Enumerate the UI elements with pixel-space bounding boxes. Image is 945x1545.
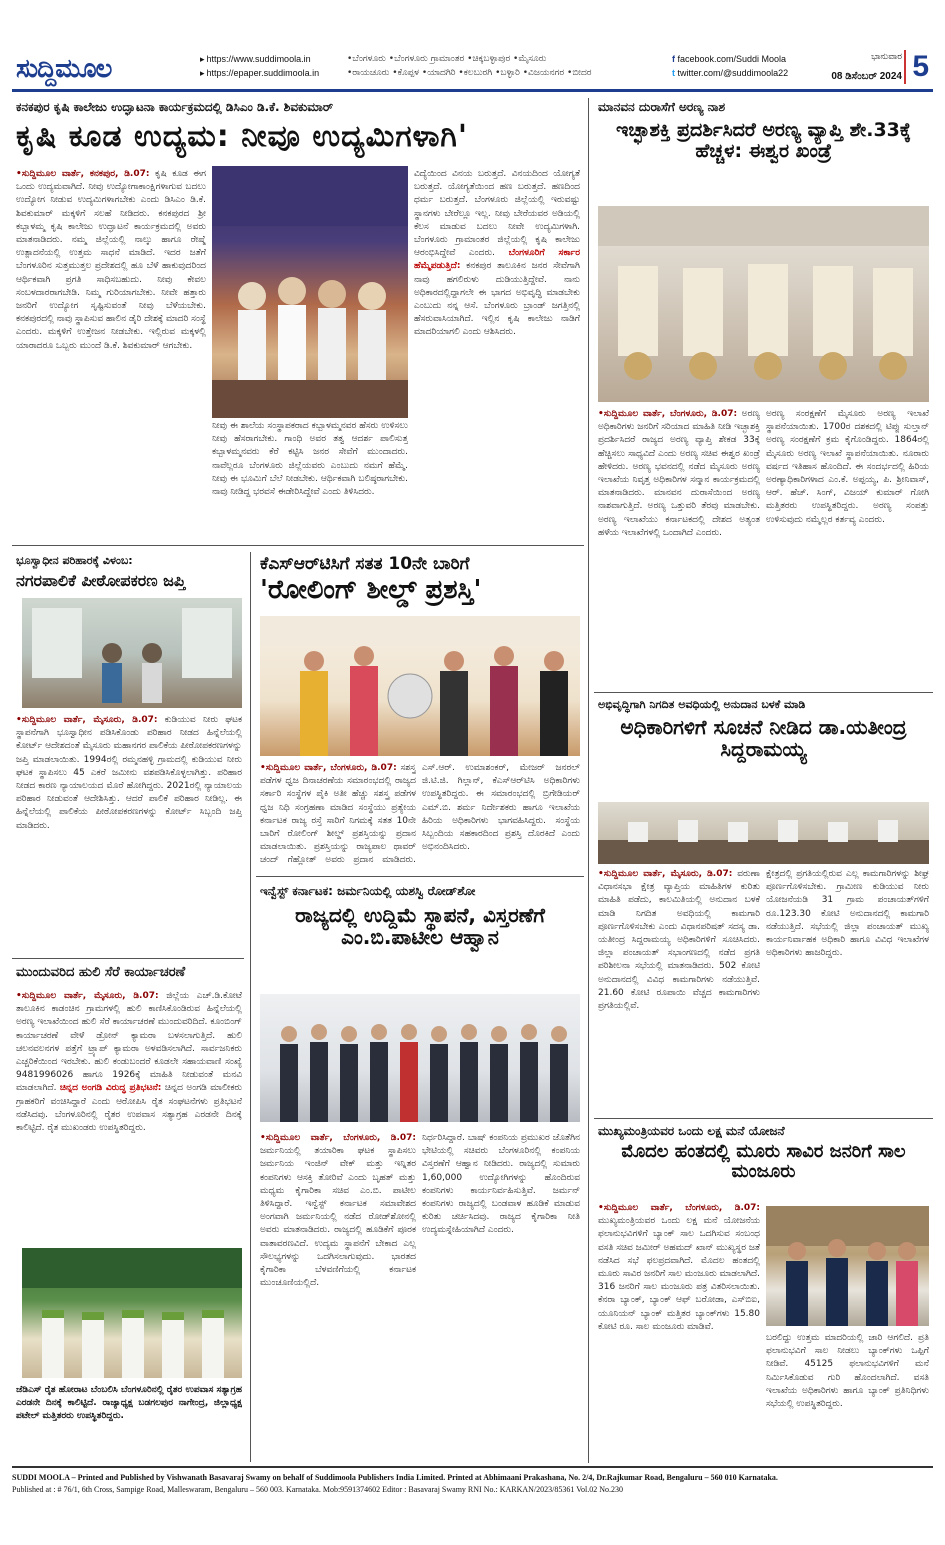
story-headline: ಮುಂದುವರಿದ ಹುಲಿ ಸೆರೆ ಕಾರ್ಯಾಚರಣೆ <box>16 965 186 980</box>
imprint-footer <box>12 1466 933 1496</box>
story-headline: 'ರೋಲಿಂಗ್ ಶೀಲ್ಡ್ ಪ್ರಶಸ್ತಿ' <box>260 575 482 605</box>
imprint-line-1: SUDDI MOOLA – Printed and Published by Vishwanath Basavaraj Swamy on behalf of Suddimoola Publishers India Limited. Printed at Abhimaani Prakashana, No. 2/4, Dr.Rajkumar Road, Bengaluru – 560 010 Karnataka. <box>12 1473 778 1482</box>
story-kicker: ಅಭಿವೃದ್ಧಿಗಾಗಿ ನಿಗದಿತ ಅವಧಿಯಲ್ಲಿ ಅನುದಾನ ಬಳಕೆ ಮಾಡಿ <box>598 698 806 711</box>
facebook-link[interactable]: facebook.com/Suddi Moola <box>677 54 787 64</box>
story-photo-roadshow <box>260 994 580 1122</box>
editions-line-1: •ಬೆಂಗಳೂರು •ಬೆಂಗಳೂರು ಗ್ರಾಮಾಂತರ •ಚಿಕ್ಕಬಳ್ಳಾಪುರ •ಮೈಸೂರು <box>347 54 547 64</box>
story-photo-office <box>22 598 242 708</box>
page-number: 5 <box>904 50 929 84</box>
social-links <box>672 52 788 80</box>
story-headline: ಅಧಿಕಾರಿಗಳಿಗೆ ಸೂಚನೆ ನೀಡಿದ ಡಾ.ಯತೀಂದ್ರ ಸಿದ್ದರಾಮಯ್ಯ <box>620 715 907 762</box>
story-dateline: •ಸುದ್ದಿಮೂಲ ವಾರ್ತೆ, ಕನಕಪುರ, ಡಿ.07: <box>16 169 150 179</box>
story-photo-loan-handover <box>766 1206 929 1326</box>
facebook-icon: f <box>672 54 678 64</box>
story-body-col1 <box>598 408 760 676</box>
story-invest-karnataka <box>256 882 584 1462</box>
story-body-col2: ಬರಲಿದ್ದು ಉತ್ತಮ ಮಾದರಿಯಲ್ಲಿ ಜಾರಿ ಆಗಲಿದೆ. ಪ್ರತಿ ಫಲಾನುಭವಿಗೆ ಸಾಲ ನೀಡಲು ಬ್ಯಾಂಕ್‌ಗಳು ಒಪ್ಪಿಗೆ ನೀಡಿವೆ. 45125 ಫಲಾನುಭವಿಗಳಿಗೆ ಮನೆ ನಿರ್ಮಿಸಿಕೊಡುವ ಗುರಿ ಹೊಂದಲಾಗಿದೆ. ವಸತಿ ಇಲಾಖೆಯ ಅಧಿಕಾರಿಗಳು ಹಾಗೂ ಬ್ಯಾಂಕ್ ಪ್ರತಿನಿಧಿಗಳು ಸಭೆಯಲ್ಲಿ ಉಪಸ್ಥಿತರಿದ್ದರು. <box>766 1333 929 1410</box>
newspaper-logo: ಸುದ್ದಿಮೂಲ <box>16 54 112 84</box>
story-text: ವರುಣಾ ವಿಧಾನಸಭಾ ಕ್ಷೇತ್ರ ವ್ಯಾಪ್ತಿಯ ಮಾಹಿತಿಗಳ ಕುರಿತು ಮಾಹಿತಿ ಪಡೆದು, ಕಾಲಮಿತಿಯಲ್ಲಿ ಅನುದಾನ ಬಳಕೆ ಮಾಡಿ ನಿಗದಿತ ಅವಧಿಯಲ್ಲಿ ಕಾಮಗಾರಿ ಪೂರ್ಣಗೊಳಿಸಬೇಕು ಎಂದು ವಿಧಾನಪರಿಷತ್ ಸದಸ್ಯ ಡಾ. ಯತೀಂದ್ರ ಸಿದ್ದರಾಮಯ್ಯ ಅಧಿಕಾರಿಗಳಿಗೆ ಸೂಚಿಸಿದರು. ಜಿಲ್ಲಾ ಪಂಚಾಯತ್ ಸಭಾಂಗಣದಲ್ಲಿ ನಡೆದ ಪ್ರಗತಿ ಪರಿಶೀಲನಾ ಸಭೆಯಲ್ಲಿ ಮಾತನಾಡಿದರು. 502 ಕೋಟಿ ಅನುದಾನದಲ್ಲಿ ವಿವಿಧ ಕಾಮಗಾರಿಗಳು ನಡೆಯುತ್ತಿವೆ. 21.60 ಕೋಟಿ ರೂಪಾಯಿ ವೆಚ್ಚದ ಕಾಮಗಾರಿಗಳು ಪ್ರಗತಿಯಲ್ಲಿವೆ. <box>598 869 760 1012</box>
story-headline: ಮೊದಲ ಹಂತದಲ್ಲಿ ಮೂರು ಸಾವಿರ ಜನರಿಗೆ ಸಾಲ ಮಂಜೂರು <box>621 1141 906 1183</box>
story-kicker: ಇನ್ವೆಸ್ಟ್ ಕರ್ನಾಟಕ: ಜರ್ಮನಿಯಲ್ಲಿ ಯಶಸ್ವಿ ರೋಡ್‌ಶೋ <box>260 884 476 898</box>
issue-date-text: 08 ಡಿಸೆಂಬರ್ 2024 <box>831 71 902 82</box>
photo-illustration <box>212 166 408 418</box>
story-body-col2: ನೀವು ಈ ಶಾಲೆಯ ಸಂಸ್ಥಾಪಕರಾದ ಕಬ್ಬಾಳಮ್ಮನವರ ಹೆಸರು ಉಳಿಸಲು ನೀವು ಹೆಸರಾಗಬೇಕು. ಗಾಂಧಿ ಅವರ ತತ್ವ ಆದರ್ಶ ಪಾಲಿಸುತ್ತ ಕಬ್ಬಾಳಮ್ಮನವರು ಕೆರೆ ಕಟ್ಟಿಸಿ ಜನರ ಸೇವೆಗೆ ಮುಂದಾದರು. ನಾವೆಲ್ಲರೂ ಬೆಂಗಳೂರು ಜಿಲ್ಲೆಯವರು ಎಂಬುದು ನಮಗೆ ಹೆಮ್ಮೆ. ನೀವು ಈ ಭೂಮಿಗೆ ಬೆಲೆ ನೀಡಬೇಕು. ಆರ್ಥಿಕವಾಗಿ ಬಲಿಷ್ಠರಾಗಬೇಕು. ನಾವು ನೀಡಿದ್ದ ಭರವಸೆ ಈಡೇರಿಸಿದ್ದೇವೆ ಎಂದು ತಿಳಿಸಿದರು. <box>212 421 408 498</box>
story-kicker: ಕನಕಪುರ ಕೃಷಿ ಕಾಲೇಜು ಉದ್ಘಾಟನಾ ಕಾರ್ಯಕ್ರಮದಲ್ಲಿ ಡಿಸಿಎಂ ಡಿ.ಕೆ. ಶಿವಕುಮಾರ್ <box>16 100 334 114</box>
column-rule <box>588 98 589 1463</box>
story-huli-sere <box>12 964 244 1462</box>
story-yathindra <box>594 696 933 1116</box>
editions-line-2: •ರಾಯಚೂರು •ಕೊಪ್ಪಳ •ಯಾದಗಿರಿ •ಕಲಬುರಗಿ •ಬಳ್ಳಾರಿ •ವಿಜಯನಗರ •ಬೀದರ <box>347 68 592 78</box>
story-body-col1 <box>260 1132 416 1462</box>
section-rule <box>594 692 933 693</box>
story-text: ಮುಖ್ಯಮಂತ್ರಿಯವರ ಒಂದು ಲಕ್ಷ ಮನೆ ಯೋಜನೆಯ ಫಲಾನುಭವಿಗಳಿಗೆ ಬ್ಯಾಂಕ್ ಸಾಲ ಒದಗಿಸುವ ಸಂಬಂಧ ವಸತಿ ಸಚಿವ ಜಮೀರ್ ಅಹಮದ್ ಖಾನ್ ಮುಖ್ಯಸ್ಥರ ಜತೆ ನಡೆಸಿದ ಸಭೆ ಫಲಪ್ರದವಾಗಿದೆ. ಮೊದಲ ಹಂತದಲ್ಲಿ ಮೂರು ಸಾವಿರ ಜನರಿಗೆ ಸಾಲ ಮಂಜೂರು ಮಾಡಲಾಗಿದೆ. 316 ಜನರಿಗೆ ಸಾಲ ಮಂಜೂರು ಪತ್ರ ವಿತರಿಸಲಾಯಿತು. ಕೆನರಾ ಬ್ಯಾಂಕ್, ಬ್ಯಾಂಕ್ ಆಫ್ ಬರೋಡಾ, ಎಸ್‌ಬಿಐ, ಯೂನಿಯನ್ ಬ್ಯಾಂಕ್ ಮತ್ತಿತರ ಬ್ಯಾಂಕ್‌ಗಳು 15.80 ಕೋಟಿ ರೂ. ಸಾಲ ಮಂಜೂರು ಮಾಡಿವೆ. <box>598 1216 760 1332</box>
editions-list <box>347 52 592 80</box>
epaper-link[interactable]: https://epaper.suddimoola.in <box>206 68 320 78</box>
story-dateline: •ಸುದ್ದಿಮೂಲ ವಾರ್ತೆ, ಮೈಸೂರು, ಡಿ.07: <box>598 869 733 879</box>
story-body-col3 <box>414 168 580 540</box>
section-rule <box>12 545 584 546</box>
story-text-3: ವಿದ್ಯೆಯಿಂದ ವಿನಯ ಬರುತ್ತದೆ. ವಿನಯದಿಂದ ಯೋಗ್ಯತೆ ಬರುತ್ತದೆ. ಯೋಗ್ಯತೆಯಿಂದ ಹಣ ಬರುತ್ತದೆ. ಹಣದಿಂದ ಧರ್ಮ ಬರುತ್ತದೆ. ಬೆಂಗಳೂರು ಜಿಲ್ಲೆಯಲ್ಲಿ ಇರುವಷ್ಟು ಸ್ಥಾನಗಳು ಬೇರೆಲ್ಲೂ ಇಲ್ಲ. ನೀವು ಬೇರೆಯವರ ಅಡಿಯಲ್ಲಿ ಕೆಲಸ ಮಾಡುವ ಬದಲು ನೀವೇ ಉದ್ಯಮಿಗಳಾಗಿ. ಬೆಂಗಳೂರು ಗ್ರಾಮಾಂತರ ಜಿಲ್ಲೆಯಲ್ಲಿ ಕೃಷಿ ಕಾಲೇಜು ಆರಂಭಿಸಿದ್ದೇವೆ ಎಂದರು. <box>414 169 580 259</box>
story-photo-lamp-lighting <box>212 166 408 418</box>
story-text: ಅರಣ್ಯ ಅಧಿಕಾರಿಗಳು ಜನರಿಗೆ ಸರಿಯಾದ ಮಾಹಿತಿ ನೀಡಿ ಇಚ್ಛಾಶಕ್ತಿ ಪ್ರದರ್ಶಿಸಿದರೆ ರಾಜ್ಯದ ಅರಣ್ಯ ವ್ಯಾಪ್ತಿ ಶೇಕಡ 33ಕ್ಕೆ ಹೆಚ್ಚಿಸಲು ಸಾಧ್ಯವಿದೆ ಎಂದು ಅರಣ್ಯ ಸಚಿವ ಈಶ್ವರ ಖಂಡ್ರೆ ಹೇಳಿದರು. ಅರಣ್ಯ ಭವನದಲ್ಲಿ ನಡೆದ ಮೈಸೂರು ಅರಣ್ಯ ಇಲಾಖೆಯ ನಿವೃತ್ತ ಅಧಿಕಾರಿಗಳ ಸನ್ಮಾನ ಕಾರ್ಯಕ್ರಮದಲ್ಲಿ ಮಾತನಾಡಿದರು. ಮಾನವನ ದುರಾಸೆಯಿಂದ ಅರಣ್ಯ ನಾಶವಾಗುತ್ತಿದೆ. ಅರಣ್ಯ ಒತ್ತುವರಿ ತೆರವು ಮಾಡಬೇಕು. ಅರಣ್ಯ ಇಲಾಖೆಯು ಕರ್ನಾಟಕದಲ್ಲಿ ದೇಶದ ಅತ್ಯಂತ ಹಳೆಯ ಇಲಾಖೆಗಳಲ್ಲಿ ಒಂದಾಗಿದೆ ಎಂದರು. <box>598 409 760 538</box>
story-photo-award <box>260 616 580 756</box>
story-text: ಜರ್ಮನಿಯಲ್ಲಿ ತಯಾರಿಕಾ ಘಟಕ ಸ್ಥಾಪಿಸಲು ಜರ್ಮನಿಯ ಇಂಜಿನ್ ವೇಕ್ ಮತ್ತು ಇನ್ನಿತರ ಕಂಪನಿಗಳು ಆಸಕ್ತಿ ತೋರಿವೆ ಎಂದು ಬೃಹತ್ ಮತ್ತು ಮಧ್ಯಮ ಕೈಗಾರಿಕಾ ಸಚಿವ ಎಂ.ಬಿ. ಪಾಟೀಲ ತಿಳಿಸಿದ್ದಾರೆ. ಇನ್ವೆಸ್ಟ್ ಕರ್ನಾಟಕ ಸಮಾವೇಶದ ಅಂಗವಾಗಿ ಜರ್ಮನಿಯಲ್ಲಿ ನಡೆದ ರೋಡ್‌ಶೋನಲ್ಲಿ ಅವರು ಮಾತನಾಡಿದರು. ರಾಜ್ಯದಲ್ಲಿ ಹೂಡಿಕೆಗೆ ಪೂರಕ ವಾತಾವರಣವಿದೆ. ಉದ್ಯಮ ಸ್ಥಾಪನೆಗೆ ಬೇಕಾದ ಎಲ್ಲ ಸೌಲಭ್ಯಗಳನ್ನು ಒದಗಿಸಲಾಗುವುದು. ಭಾರತದ ಕೈಗಾರಿಕಾ ಬೆಳವಣಿಗೆಯಲ್ಲಿ ಕರ್ನಾಟಕ ಮುಂಚೂಣಿಯಲ್ಲಿದೆ. <box>260 1146 416 1289</box>
link-icon: ▸ <box>200 54 205 64</box>
story-subhead: ಬೆಂಗಳೂರಿಗೆ ಸರ್ಕಾರ ಹೆಮ್ಮೆಪಡುತ್ತಿದೆ: <box>414 248 580 272</box>
story-photo-felicitation <box>598 206 929 402</box>
photo-illustration <box>22 598 242 708</box>
story-text: ಕುಡಿಯುವ ನೀರು ಘಟಕ ಸ್ಥಾಪನೆಗಾಗಿ ಭೂಸ್ವಾಧೀನ ಪಡಿಸಿಕೊಂಡು ಪರಿಹಾರ ನೀಡದ ಹಿನ್ನೆಲೆಯಲ್ಲಿ ಕೋರ್ಟ್ ಆದೇಶದಂತೆ ಮೈಸೂರು ಮಹಾನಗರ ಪಾಲಿಕೆಯ ಪೀಠೋಪಕರಣಗಳನ್ನು ಜಪ್ತಿ ಮಾಡಲಾಯಿತು. 1994ರಲ್ಲಿ ರಮ್ಮನಹಳ್ಳಿ ಗ್ರಾಮದಲ್ಲಿ ಕುಡಿಯುವ ನೀರು ಘಟಕ ಸ್ಥಾಪಿಸಲು 45 ಎಕರೆ ಜಮೀನು ವಶಪಡಿಸಿಕೊಳ್ಳಲಾಗಿತ್ತು. ಪರಿಹಾರ ನೀಡದ ಕಾರಣ ನ್ಯಾಯಾಲಯದ ಮೊರೆ ಹೋಗಿದ್ದರು. 2021ರಲ್ಲಿ ನ್ಯಾಯಾಲಯ ಪರಿಹಾರ ನೀಡುವಂತೆ ಆದೇಶಿಸಿತ್ತು. ಆದರೆ ಪಾಲಿಕೆ ಪರಿಹಾರ ನೀಡಿಲ್ಲ. ಈ ಹಿನ್ನೆಲೆಯಲ್ಲಿ ಪಾಲಿಕೆಯ ಪೀಠೋಪಕರಣಗಳನ್ನು ಕೋರ್ಟ್ ಸಿಬ್ಬಂದಿ ಜಪ್ತಿ ಮಾಡಿದರು. <box>16 715 242 831</box>
story-dateline: •ಸುದ್ದಿಮೂಲ ವಾರ್ತೆ, ಬೆಂಗಳೂರು, ಡಿ.07: <box>598 409 738 419</box>
story-text: ಕೃಷಿ ಕೂಡ ಈಗ ಒಂದು ಉದ್ಯಮವಾಗಿದೆ. ನೀವು ಉದ್ಯೋಗಾಕಾಂಕ್ಷಿಗಳಾಗುವ ಬದಲು ಉದ್ಯೋಗ ನೀಡುವ ಉದ್ಯಮಿಗಳಾಗಬೇಕು ಎಂದು ಡಿಸಿಎಂ ಡಿ.ಕೆ. ಶಿವಕುಮಾರ್ ಮಕ್ಕಳಿಗೆ ಸಲಹೆ ನೀಡಿದರು. ಕನಕಪುರದ ಶ್ರೀ ಕಬ್ಬಾಳಮ್ಮ ಕೃಷಿ ಕಾಲೇಜು ಉದ್ಘಾಟನೆ ಕಾರ್ಯಕ್ರಮದಲ್ಲಿ ಅವರು ಮಾತನಾಡಿದರು. ನಮ್ಮ ಜಿಲ್ಲೆಯಲ್ಲಿ ನಾಲ್ಕು ಹಾಗೂ ರೇಷ್ಮೆ ಉತ್ಪಾದನೆಯಲ್ಲಿ ಉತ್ತಮ ಸಾಧನೆ ಮಾಡಿದೆ. ಇದರ ಜತೆಗೆ ಬೆಂಗಳೂರಿನ ಸುತ್ತಮುತ್ತಲ ಪ್ರದೇಶದಲ್ಲಿ ಹೂ ಬೆಳೆ ಹಾಕುವುದರಿಂದ ಆರ್ಥಿಕವಾಗಿ ಪ್ರಗತಿ ಸಾಧಿಸಬಹುದು. ನೀವು ಕೇವಲ ಸಂಬಳದಾರರಾಗಬೇಡಿ. ನಿಮ್ಮ ಗುರಿಯಾಗಬೇಕು. ನೀವೇ ಹತ್ತಾರು ಜನರಿಗೆ ಉದ್ಯೋಗ ಸೃಷ್ಟಿಸುವಂತೆ ನೀವು ಬೆಳೆಯಬೇಕು. ಕನಕಪುರದಲ್ಲಿ ನಾವು ಸ್ಥಾಪಿಸುವ ಹಾಲಿನ ಡೈರಿ ದೇಶಕ್ಕೆ ಮಾದರಿ ಸಂಸ್ಥೆ ಎಂದರು. ಮಕ್ಕಳಿಗೆ ಉತ್ತೇಜನ ನೀಡಬೇಕು. ಇಲ್ಲಿರುವ ಮಕ್ಕಳಲ್ಲಿ ಯಾರಾದರೂ ಒಬ್ಬರು ಮುಂದೆ ಡಿ.ಕೆ. ಶಿವಕುಮಾರ್ ಆಗಬೇಕು. <box>16 169 206 351</box>
story-text-2: ಚಿನ್ನದ ಅಂಗಡಿ ಮಾಲೀಕರು ಗ್ರಾಹಕರಿಗೆ ವಂಚಿಸಿದ್ದಾರೆ ಎಂದು ಆರೋಪಿಸಿ ರೈತ ಸಂಘಟನೆಗಳು ಪ್ರತಿಭಟನೆ ನಡೆಸಿದವು. ಬೆಂಗಳೂರಿನಲ್ಲಿ ರೈತರ ಉಪವಾಸ ಸತ್ಯಾಗ್ರಹ ಎರಡನೇ ದಿನಕ್ಕೆ ಕಾಲಿಟ್ಟಿದೆ. ರೈತ ಮುಖಂಡರು ಉಪಸ್ಥಿತರಿದ್ದರು. <box>16 1083 242 1134</box>
story-dateline: •ಸುದ್ದಿಮೂಲ ವಾರ್ತೆ, ಮೈಸೂರು, ಡಿ.07: <box>16 991 159 1001</box>
story-aranya <box>594 98 933 676</box>
website-link[interactable]: https://www.suddimoola.in <box>206 54 311 64</box>
story-krishi-udyama <box>12 98 582 540</box>
story-dateline: •ಸುದ್ದಿಮೂಲ ವಾರ್ತೆ, ಬೆಂಗಳೂರು, ಡಿ.07: <box>260 763 397 773</box>
link-icon: ▸ <box>200 68 205 78</box>
twitter-link[interactable]: twitter.com/@suddimoola22 <box>677 68 789 78</box>
section-rule <box>12 958 244 959</box>
masthead <box>12 46 933 92</box>
story-body-col2: ನಿರ್ಧರಿಸಿದ್ದಾರೆ. ಬಾಷ್ ಕಂಪನಿಯ ಪ್ರಮುಖರ ಜೊತೆಗಿನ ಭೇಟಿಯಲ್ಲಿ ಸಚಿವರು ಬೆಂಗಳೂರಿನಲ್ಲಿ ಕಂಪನಿಯ ವಿಸ್ತರಣೆಗೆ ಆಹ್ವಾನ ನೀಡಿದರು. ರಾಜ್ಯದಲ್ಲಿ ಸುಮಾರು 1,60,000 ಉದ್ಯೋಗಿಗಳನ್ನು ಹೊಂದಿರುವ ಕಂಪನಿಗಳು ಕಾರ್ಯನಿರ್ವಹಿಸುತ್ತಿವೆ. ಜರ್ಮನ್ ಕಂಪನಿಗಳು ರಾಜ್ಯದಲ್ಲಿ ಬಂಡವಾಳ ಹೂಡಿಕೆ ಮಾಡುವ ಕುರಿತು ಚರ್ಚಿಸಿದವು. ರಾಜ್ಯದ ಕೈಗಾರಿಕಾ ನೀತಿ ಉದ್ಯಮಸ್ನೇಹಿಯಾಗಿದೆ ಎಂದರು. <box>422 1133 580 1236</box>
story-text-4: ಕನಕಪುರ ತಾಲೂಕಿನ ಜನರ ಸೇವೆಗಾಗಿ ನಾವು ಹಗಲಿರುಳು ದುಡಿಯುತ್ತಿದ್ದೇವೆ. ನಾನು ಅಧಿಕಾರದಲ್ಲಿದ್ದಾಗಲೇ ಈ ಭಾಗದ ಅಭಿವೃದ್ಧಿ ಮಾಡಬೇಕು ಎಂಬುದು ನನ್ನ ಆಸೆ. ಬೆಂಗಳೂರು ಬ್ರಾಂಡ್ ಜಗತ್ತಿನಲ್ಲಿ ಹೆಸರುವಾಸಿಯಾಗಿದೆ. ಇಲ್ಲಿನ ಕೃಷಿ ಕಾಲೇಜು ನಾಡಿಗೆ ಮಾದರಿಯಾಗಲಿ ಎಂದು ಆಶಿಸಿದರು. <box>414 261 580 338</box>
story-kicker: ಕೆಎಸ್ಆರ್‌ಟಿಸಿಗೆ ಸತತ 10ನೇ ಬಾರಿಗೆ <box>260 554 470 574</box>
twitter-icon: t <box>672 68 678 78</box>
story-body-col2: ಎಸ್.ಆರ್. ಉಮಾಶಂಕರ್, ಮೇಜರ್ ಜನರಲ್ ಜಿ.ಟಿ.ಜಿ. ಗಿಲ್ಲಾನ್, ಕೆಎಸ್ಆರ್‌ಟಿಸಿ ಅಧಿಕಾರಿಗಳು ಉಪಸ್ಥಿತರಿದ್ದರು. ಈ ಸಮಾರಂಭದಲ್ಲಿ ಬ್ರಿಗೇಡಿಯರ್ ಎಮ್.ಬಿ. ಶರ್ಮ ನಿರ್ದೇಶಕರು ಹಾಗೂ ಇಲಾಖೆಯ ಹಿರಿಯ ಅಧಿಕಾರಿಗಳು ಭಾಗವಹಿಸಿದ್ದರು. ಸಂಸ್ಥೆಯ ಸಿಬ್ಬಂದಿಯ ಸಹಕಾರದಿಂದ ಪ್ರಶಸ್ತಿ ದೊರಕಿದೆ ಎಂದು ಅಭಿನಂದಿಸಿದರು. <box>422 763 580 853</box>
column-rule <box>250 552 251 1462</box>
story-photo-meeting <box>598 802 929 864</box>
story-photo-protest <box>22 1248 242 1378</box>
imprint-line-2: Published at : # 76/1, 6th Cross, Sampige Road, Malleswaram, Bengaluru – 560 003. Karnataka. Mob:9591374602 Editor : Basavaraj Swamy RNI No.: KARKAN/2023/85361 Vol.02 No.230 <box>12 1485 623 1494</box>
story-dateline: •ಸುದ್ದಿಮೂಲ ವಾರ್ತೆ, ಬೆಂಗಳೂರು, ಡಿ.07: <box>598 1203 760 1213</box>
story-kicker: ಭೂಸ್ವಾಧೀನ ಪರಿಹಾರಕ್ಕೆ ವಿಳಂಬ: <box>16 554 133 567</box>
issue-date <box>820 50 902 84</box>
story-body-col1 <box>598 868 760 1116</box>
story-headline: ರಾಜ್ಯದಲ್ಲಿ ಉದ್ದಿಮೆ ಸ್ಥಾಪನೆ, ವಿಸ್ತರಣೆಗೆ ಎಂ.ಬಿ.ಪಾಟೀಲ ಆಹ್ವಾನ <box>295 903 545 950</box>
story-dateline: •ಸುದ್ದಿಮೂಲ ವಾರ್ತೆ, ಮೈಸೂರು, ಡಿ.07: <box>16 715 158 725</box>
story-text: ಸಶಸ್ತ್ರ ಪಡೆಗಳ ಧ್ವಜ ದಿನಾಚರಣೆಯ ಸಮಾರಂಭದಲ್ಲಿ ರಾಜ್ಯದ ಸರ್ಕಾರಿ ಸಂಸ್ಥೆಗಳ ಪೈಕಿ ಅತೀ ಹೆಚ್ಚು ಸಶಸ್ತ್ರ ಪಡೆಗಳ ಧ್ವಜ ನಿಧಿ ಸಂಗ್ರಹಣಾ ಮಾಡಿದ ಸಂಸ್ಥೆಯು ಪ್ರತ್ಯೇಯ ಕರ್ನಾಟಕ ರಾಜ್ಯ ರಸ್ತೆ ಸಾರಿಗೆ ನಿಗಮಕ್ಕೆ ಸತತ 10ನೇ ಬಾರಿಗೆ ರೋಲಿಂಗ್ ಶೀಲ್ಡ್ ಪ್ರಶಸ್ತಿಯನ್ನು ಪ್ರದಾನ ಮಾಡಲಾಯಿತು. ಪ್ರಶಸ್ತಿಯನ್ನು ರಾಜ್ಯಪಾಲ ಥಾವರ್ ಚಂದ್ ಗೆಹ್ಲೋತ್ ಅವರು ಪ್ರದಾನ ಮಾಡಿದರು. <box>260 763 416 866</box>
story-dateline: •ಸುದ್ದಿಮೂಲ ವಾರ್ತೆ, ಬೆಂಗಳೂರು, ಡಿ.07: <box>260 1133 416 1143</box>
photo-caption: ಜೆಡಿಎಸ್ ರೈತ ಹೋರಾಟ ಬೆಂಬಲಿಸಿ ಬೆಂಗಳೂರಿನಲ್ಲಿ ರೈತರ ಉಪವಾಸ ಸತ್ಯಾಗ್ರಹ ಎರಡನೇ ದಿನಕ್ಕೆ ಕಾಲಿಟ್ಟಿದೆ. ರಾಜ್ಯಾಧ್ಯಕ್ಷ ಬಡಗಲಪುರ ನಾಗೇಂದ್ರ, ಜಿಲ್ಲಾಧ್ಯಕ್ಷ ಪಟೇಲ್ ಮತ್ತಿತರರು ಉಪಸ್ಥಿತರಿದ್ದರು. <box>16 1385 242 1422</box>
photo-illustration <box>598 206 929 402</box>
section-rule <box>256 876 584 877</box>
photo-illustration <box>260 994 580 1122</box>
story-body-col1 <box>598 1202 760 1462</box>
issue-day: ಭಾನುವಾರ <box>871 52 902 62</box>
story-ksrtc <box>256 552 584 870</box>
story-body-col2: ಅರಣ್ಯ ಸಂರಕ್ಷಣೆಗೆ ಮೈಸೂರು ಅರಣ್ಯ ಇಲಾಖೆ ಸ್ಥಾಪನೆಯಾಯಿತು. 1700ರ ದಶಕದಲ್ಲಿ ಟಿಪ್ಪು ಸುಲ್ತಾನ್ ಅರಣ್ಯ ಸಂರಕ್ಷಣೆಗೆ ಕ್ರಮ ಕೈಗೊಂಡಿದ್ದರು. 1864ರಲ್ಲಿ ಮೈಸೂರು ಅರಣ್ಯ ಇಲಾಖೆ ಸ್ಥಾಪನೆಯಾಯಿತು. ನೂರಾರು ವರ್ಷದ ಇತಿಹಾಸ ಹೊಂದಿದೆ. ಈ ಸಂದರ್ಭದಲ್ಲಿ ಹಿರಿಯ ಅರಣ್ಯಾಧಿಕಾರಿಗಳಾದ ಎಂ.ಕೆ. ಅಪ್ಪಯ್ಯ, ಪಿ. ಶ್ರೀನಿವಾಸ್, ಆರ್. ಹೆಚ್. ಸಿಂಗ್, ವಿಜಯ್ ಕುಮಾರ್ ಗೋಗಿ ಮತ್ತಿತರರು ಉಪಸ್ಥಿತರಿದ್ದರು. ಅರಣ್ಯ ಸಂಪತ್ತು ಉಳಿಸುವುದು ನಮ್ಮೆಲ್ಲರ ಕರ್ತವ್ಯ ಎಂದರು. <box>766 409 929 525</box>
story-headline: ಕೃಷಿ ಕೂಡ ಉದ್ಯಮ: ನೀವೂ ಉದ್ಯಮಿಗಳಾಗಿ' <box>16 119 469 154</box>
photo-illustration <box>766 1206 929 1326</box>
story-japti <box>12 552 244 952</box>
story-body-col2: ಕ್ಷೇತ್ರದಲ್ಲಿ ಪ್ರಗತಿಯಲ್ಲಿರುವ ಎಲ್ಲ ಕಾಮಗಾರಿಗಳನ್ನು ಶೀಘ್ರ ಪೂರ್ಣಗೊಳಿಸಬೇಕು. ಗ್ರಾಮೀಣ ಕುಡಿಯುವ ನೀರು ಯೋಜನೆಯಡಿ 31 ಗ್ರಾಮ ಪಂಚಾಯತ್‌ಗಳಿಗೆ ರೂ.123.30 ಕೋಟಿ ಅನುದಾನದಲ್ಲಿ ಕಾಮಗಾರಿ ನಡೆಯುತ್ತಿದೆ. ಸಭೆಯಲ್ಲಿ ಜಿಲ್ಲಾ ಪಂಚಾಯತ್ ಮುಖ್ಯ ಕಾರ್ಯನಿರ್ವಾಹಕ ಅಧಿಕಾರಿ ಹಾಗೂ ವಿವಿಧ ಇಲಾಖೆಗಳ ಅಧಿಕಾರಿಗಳು ಹಾಜರಿದ್ದರು. <box>766 869 929 959</box>
story-body <box>16 714 242 952</box>
story-subhead: ಚಿನ್ನದ ಅಂಗಡಿ ವಿರುದ್ಧ ಪ್ರತಿಭಟನೆ: <box>59 1083 162 1094</box>
story-headline: ನಗರಪಾಲಿಕೆ ಪೀಠೋಪಕರಣ ಜಪ್ತಿ <box>16 571 186 590</box>
story-housing-loan <box>594 1122 933 1462</box>
story-body-col1 <box>16 168 206 540</box>
story-body-col1 <box>260 762 416 870</box>
story-kicker: ಮಾನವನ ದುರಾಸೆಗೆ ಅರಣ್ಯ ನಾಶ <box>598 100 726 114</box>
story-kicker: ಮುಖ್ಯಮಂತ್ರಿಯವರ ಒಂದು ಲಕ್ಷ ಮನೆ ಯೋಜನೆ <box>598 1124 785 1138</box>
story-text: ಜಿಲ್ಲೆಯ ಎಚ್.ಡಿ.ಕೋಟೆ ತಾಲೂಕಿನ ಕಾಡಂಚಿನ ಗ್ರಾಮಗಳಲ್ಲಿ ಹುಲಿ ಕಾಣಿಸಿಕೊಂಡಿರುವ ಹಿನ್ನೆಲೆಯಲ್ಲಿ ಅರಣ್ಯ ಇಲಾಖೆಯಿಂದ ಹುಲಿ ಸೆರೆ ಕಾರ್ಯಾಚರಣೆ ಮುಂದುವರಿದಿದೆ. ಕೂಂಬಿಂಗ್ ಕಾರ್ಯಾಚರಣೆ ವೇಳೆ ಡ್ರೋನ್ ಕ್ಯಾಮರಾ ಬಳಸಲಾಗುತ್ತಿದೆ. ಹುಲಿ ಚಲನವಲನಗಳ ಪತ್ತೆಗೆ ಟ್ರ್ಯಾಪ್ ಕ್ಯಾಮರಾ ಅಳವಡಿಸಲಾಗಿದೆ. ಸಾರ್ವಜನಿಕರು ಎಚ್ಚರಿಕೆಯಿಂದ ಇರಬೇಕು. ಹುಲಿ ಕಂಡುಬಂದರೆ ಕೂಡಲೇ ಸಹಾಯವಾಣಿ ಸಂಖ್ಯೆ 9481996026 ಹಾಗೂ 1926ಕ್ಕೆ ಮಾಹಿತಿ ನೀಡುವಂತೆ ಮನವಿ ಮಾಡಲಾಗಿದೆ. <box>16 991 242 1094</box>
section-rule <box>594 1118 933 1119</box>
website-links <box>200 52 321 80</box>
photo-illustration <box>598 802 929 864</box>
story-body <box>16 990 242 1242</box>
story-headline: ಇಚ್ಛಾಶಕ್ತಿ ಪ್ರದರ್ಶಿಸಿದರೆ ಅರಣ್ಯ ವ್ಯಾಪ್ತಿ ಶೇ.33ಕ್ಕೆ ಹೆಚ್ಚಳ: ಈಶ್ವರ ಖಂಡ್ರೆ <box>616 119 911 163</box>
photo-illustration <box>260 616 580 756</box>
photo-illustration <box>22 1248 242 1378</box>
